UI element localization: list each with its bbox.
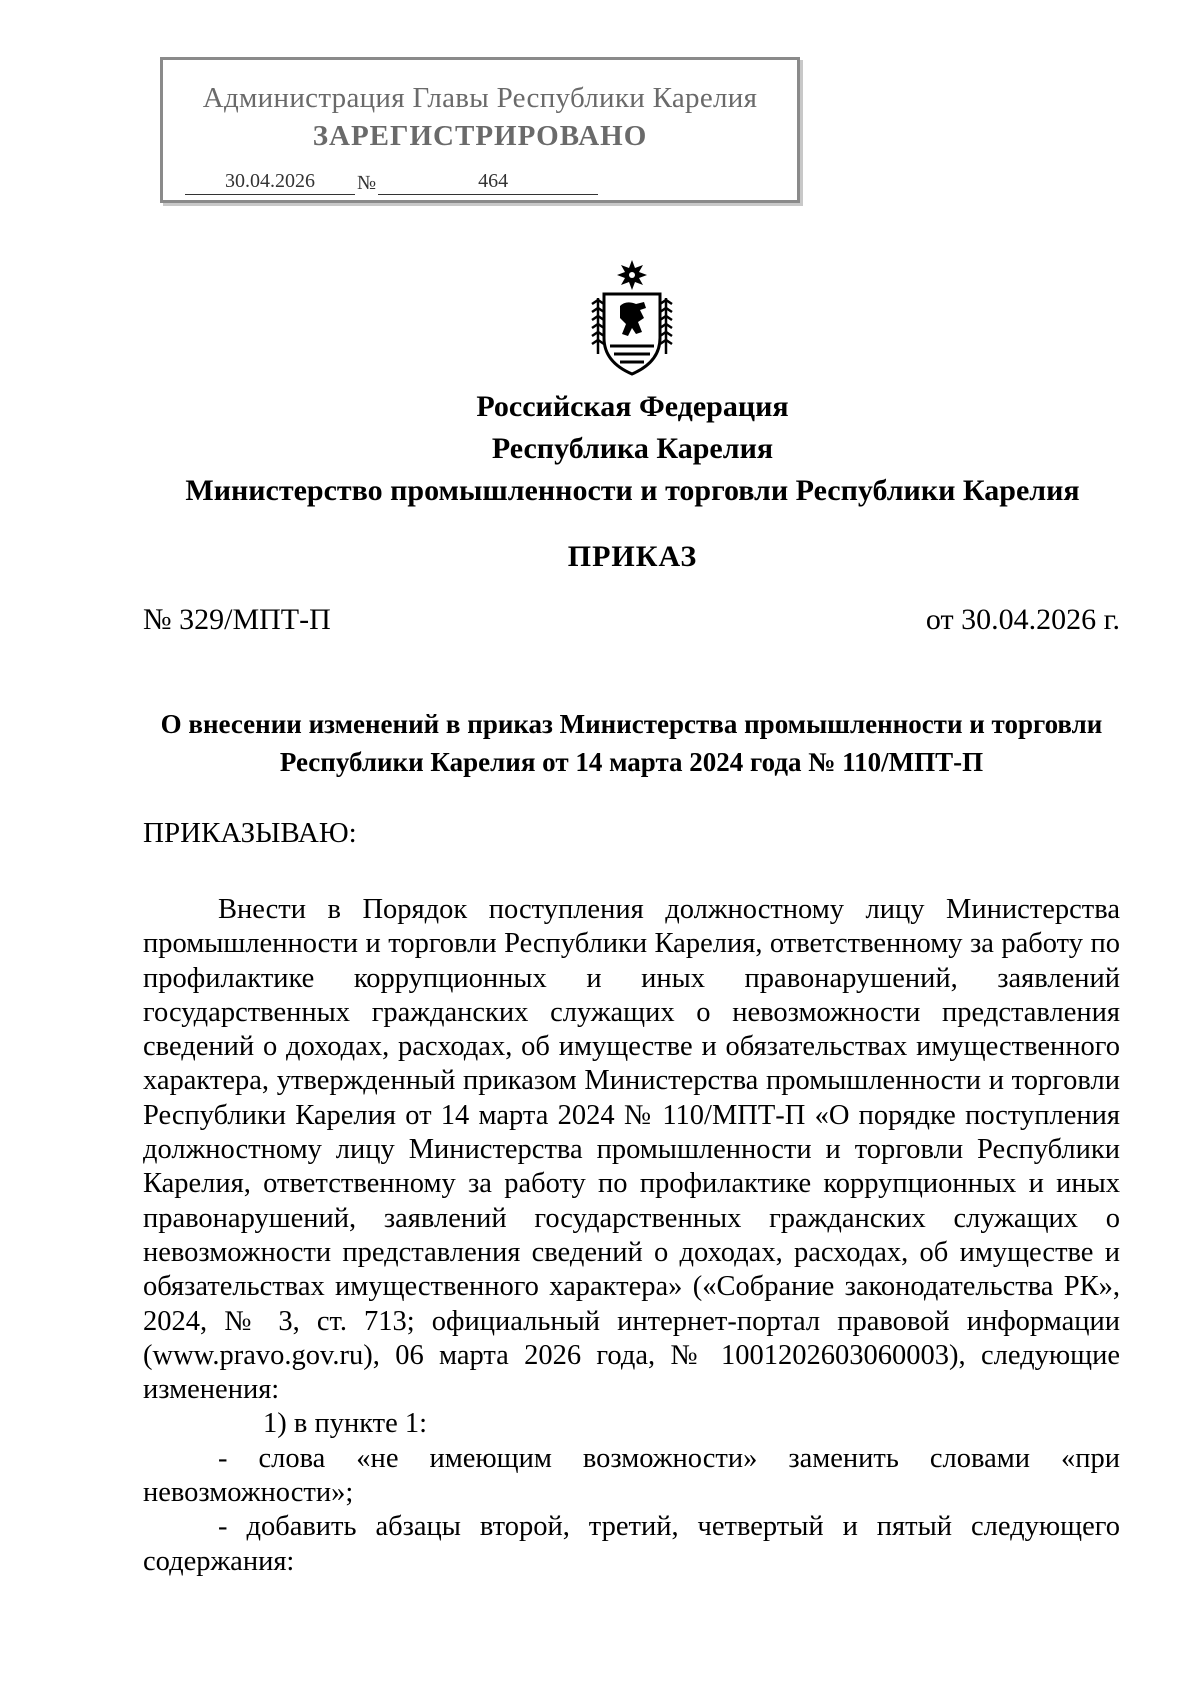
body-bullet: - добавить абзацы второй, третий, четвертый и пятый следующего содержания:: [143, 1511, 1120, 1577]
coat-of-arms-icon: [586, 258, 678, 378]
body-item: 1) в пункте 1:: [263, 1408, 428, 1440]
stamp-organization: Администрация Главы Республики Карелия: [202, 82, 758, 114]
document-type-heading: ПРИКАЗ: [567, 540, 698, 573]
body-bullet: - слова «не имеющим возможности» заменить словами «при невозможности»;: [143, 1442, 1120, 1509]
country-heading: Российская Федерация: [476, 390, 789, 423]
order-number: № 329/МПТ-П: [143, 603, 331, 636]
order-subject: О внесении изменений в приказ Министерства промышленности и торговли Республики Карелия от 14 марта 2024 года № 110/МПТ-П: [160, 709, 1103, 777]
order-body: [143, 893, 1120, 1579]
registration-stamp: [160, 57, 800, 203]
republic-heading: Республика Карелия: [491, 432, 774, 465]
coat-star-icon: [617, 260, 647, 290]
order-date: от 30.04.2026 г.: [925, 603, 1120, 636]
directive-word: ПРИКАЗЫВАЮ:: [143, 817, 357, 849]
stamp-registration-line: [185, 170, 598, 195]
stamp-number: 464: [378, 170, 598, 195]
stamp-number-sign: №: [357, 172, 377, 194]
ministry-heading: Министерство промышленности и торговли Республики Карелия: [185, 474, 1080, 507]
stamp-date: 30.04.2026: [185, 170, 355, 195]
body-paragraph: Внести в Порядок поступления должностному лицу Министерства промышленности и торговли Республики Карелия, ответственному за работу по профилактике коррупционных и иных правонарушений, заявлений государственных гражданских служащих о невозможности представления сведений о доходах, расходах, об имуществе и обязательствах имущественного характера, утвержденный приказом Министерства промышленности и торговли Республики Карелия от 14 марта 2024 № 110/МПТ-П «О порядке поступления должностному лицу Министерства промышленности и торговли Республики Карелия, ответственному за работу по профилактике коррупционных и иных правонарушений, заявлений государственных гражданских служащих о невозможности представления сведений о доходах, расходах, об имуществе и обязательствах имущественного характера» («Собрание законодательства РК», 2024, № 3, ст. 713; официальный интернет-портал правовой информации (www.pravo.gov.ru), 06 марта 2026 года, № 1001202603060003), следующие изменения:: [143, 894, 1120, 1406]
stamp-status: ЗАРЕГИСТРИРОВАНО: [312, 120, 648, 152]
